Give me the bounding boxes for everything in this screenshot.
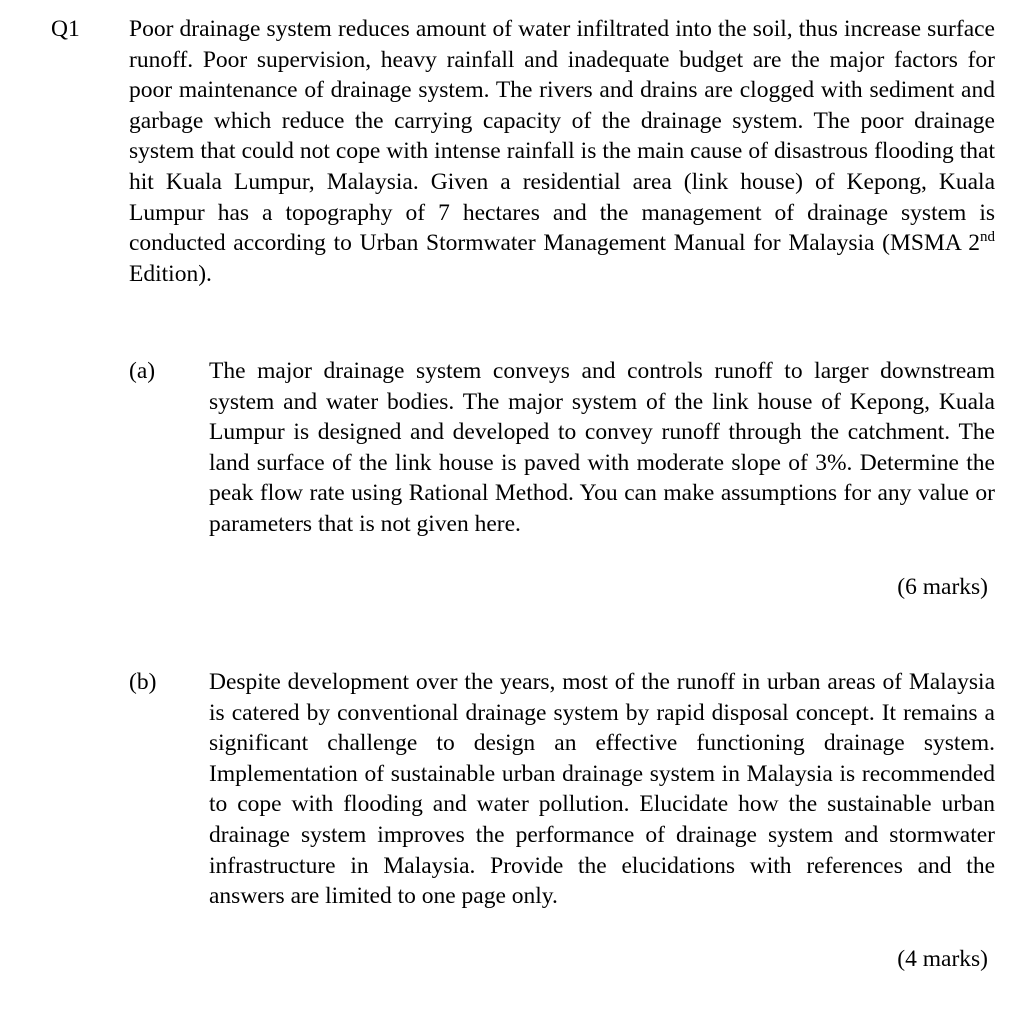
question-intro [129, 14, 995, 289]
part-a-label: (a) [129, 358, 156, 384]
part-a-text: The major drainage system conveys and controls runoff to larger downstream system and water bodies. The major system of the link house of Kepong, Kuala Lumpur is designed and developed to convey runoff through the catchment. The land surface of the link house is paved with moderate slope of 3%. Determine the peak flow rate using Rational Method. You can make assumptions for any value or parameters that is not given here. [209, 358, 995, 537]
part-a-marks: (6 marks) [897, 574, 988, 600]
part-b-marks: (4 marks) [897, 946, 988, 972]
edition-superscript: nd [980, 229, 995, 246]
question-number: Q1 [51, 16, 80, 42]
question-intro-end: Edition). [129, 260, 212, 287]
question-intro-text: Poor drainage system reduces amount of water infiltrated into the soil, thus increase surface runoff. Poor supervision, heavy rainfall and inadequate budget are the major factors for poor maintenance of drainage system. The rivers and drains are clogged with sediment and garbage which reduce the carrying capacity of the drainage system. The poor drainage system that could not cope with intense rainfall is the main cause of disastrous flooding that hit Kuala Lumpur, Malaysia. Given a residential area (link house) of Kepong, Kuala Lumpur has a topography of 7 hectares and the management of drainage system is conducted according to Urban Stormwater Management Manual for Malaysia (MSMA 2 [129, 16, 995, 257]
part-b-text: Despite development over the years, most of the runoff in urban areas of Malaysia is catered by conventional drainage system by rapid disposal concept. It remains a significant challenge to design an effective functioning drainage system. Implementation of sustainable urban drainage system in Malaysia is recommended to cope with flooding and water pollution. Elucidate how the sustainable urban drainage system improves the performance of drainage system and stormwater infrastructure in Malaysia. Provide the elucidations with references and the answers are limited to one page only. [209, 669, 995, 910]
part-b-label: (b) [129, 669, 157, 695]
